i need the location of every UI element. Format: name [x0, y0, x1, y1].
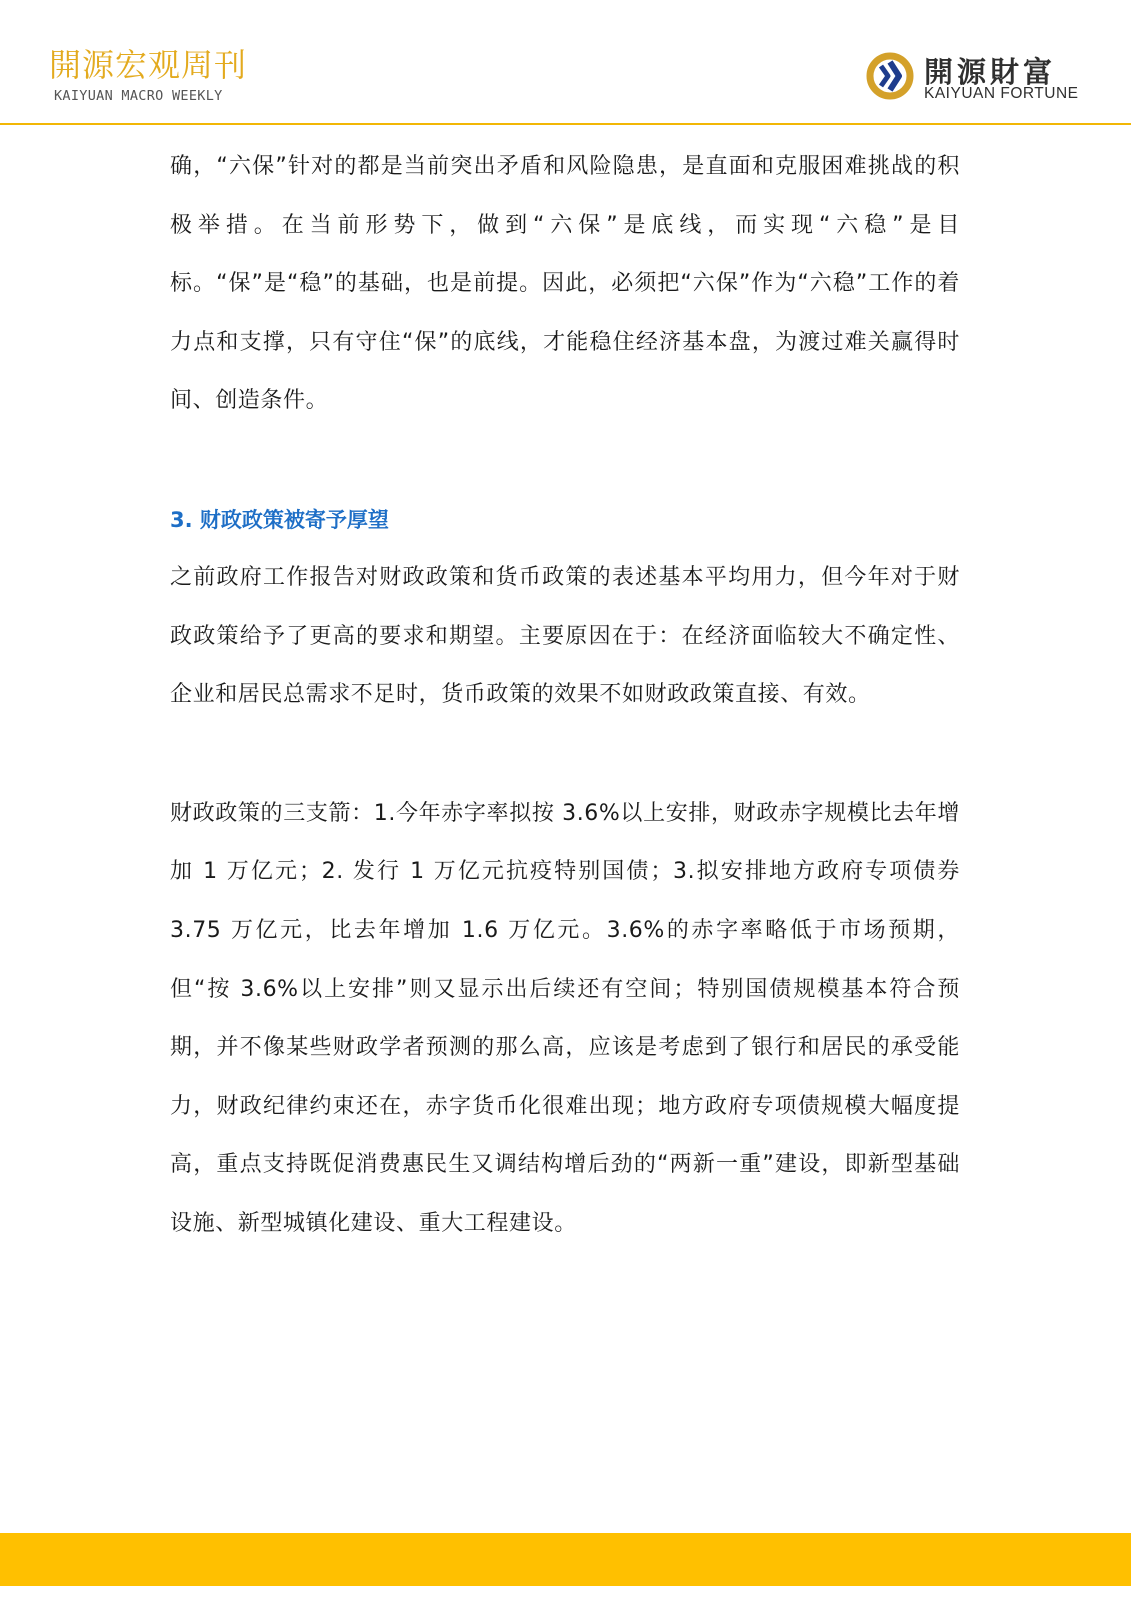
- footer-band: [0, 1533, 1131, 1586]
- publication-subtitle: KAIYUAN MACRO WEEKLY: [54, 88, 223, 104]
- spacer: [170, 725, 960, 785]
- paragraph-six-guarantees: 确，“六保”针对的都是当前突出矛盾和风险隐患，是直面和克服困难挑战的积极举措。在当前形势下，做到“六保”是底线，而实现“六稳”是目标。“保”是“稳”的基础，也是前提。因此，必须把“六保”作为“六稳”工作的着力点和支撑，只有守住“保”的底线，才能稳住经济基本盘，为渡过难关赢得时间、创造条件。: [170, 154, 960, 414]
- section-heading-fiscal-policy: 3. 财政政策被寄予厚望: [170, 507, 389, 532]
- paragraph-three-arrows: 财政政策的三支箭：1.今年赤字率拟按 3.6%以上安排，财政赤字规模比去年增加 1 万亿元；2. 发行 1 万亿元抗疫特别国债；3.拟安排地方政府专项债券 3.75 万亿元，比去年增加 1.6 万亿元。3.6%的赤字率略低于市场预期，但“按 3.6%以上安排”则又显示出后续还有空间；特别国债规模基本符合预期，并不像某些财政学者预测的那么高，应该是考虑到了银行和居民的承受能力，财政纪律约束还在，赤字货币化很难出现；地方政府专项债规模大幅度提高，重点支持既促消费惠民生又调结构增后劲的“两新一重”建设，即新型基础设施、新型城镇化建设、重大工程建设。: [170, 800, 960, 1236]
- article-body: [170, 138, 960, 1254]
- logo-name-en: KAIYUAN FORTUNE: [924, 85, 1079, 102]
- page-header: [0, 0, 1131, 124]
- company-logo: [866, 50, 1096, 106]
- spacer: [170, 431, 960, 491]
- header-divider: [0, 123, 1131, 125]
- kaiyuan-logo-mark-icon: [866, 52, 914, 100]
- logo-name-cn: 開源財富: [924, 55, 1057, 89]
- publication-title: 開源宏观周刊: [49, 46, 248, 84]
- paragraph-fiscal-emphasis: 之前政府工作报告对财政政策和货币政策的表述基本平均用力，但今年对于财政政策给予了更高的要求和期望。主要原因在于：在经济面临较大不确定性、企业和居民总需求不足时，货币政策的效果不如财政政策直接、有效。: [170, 564, 960, 708]
